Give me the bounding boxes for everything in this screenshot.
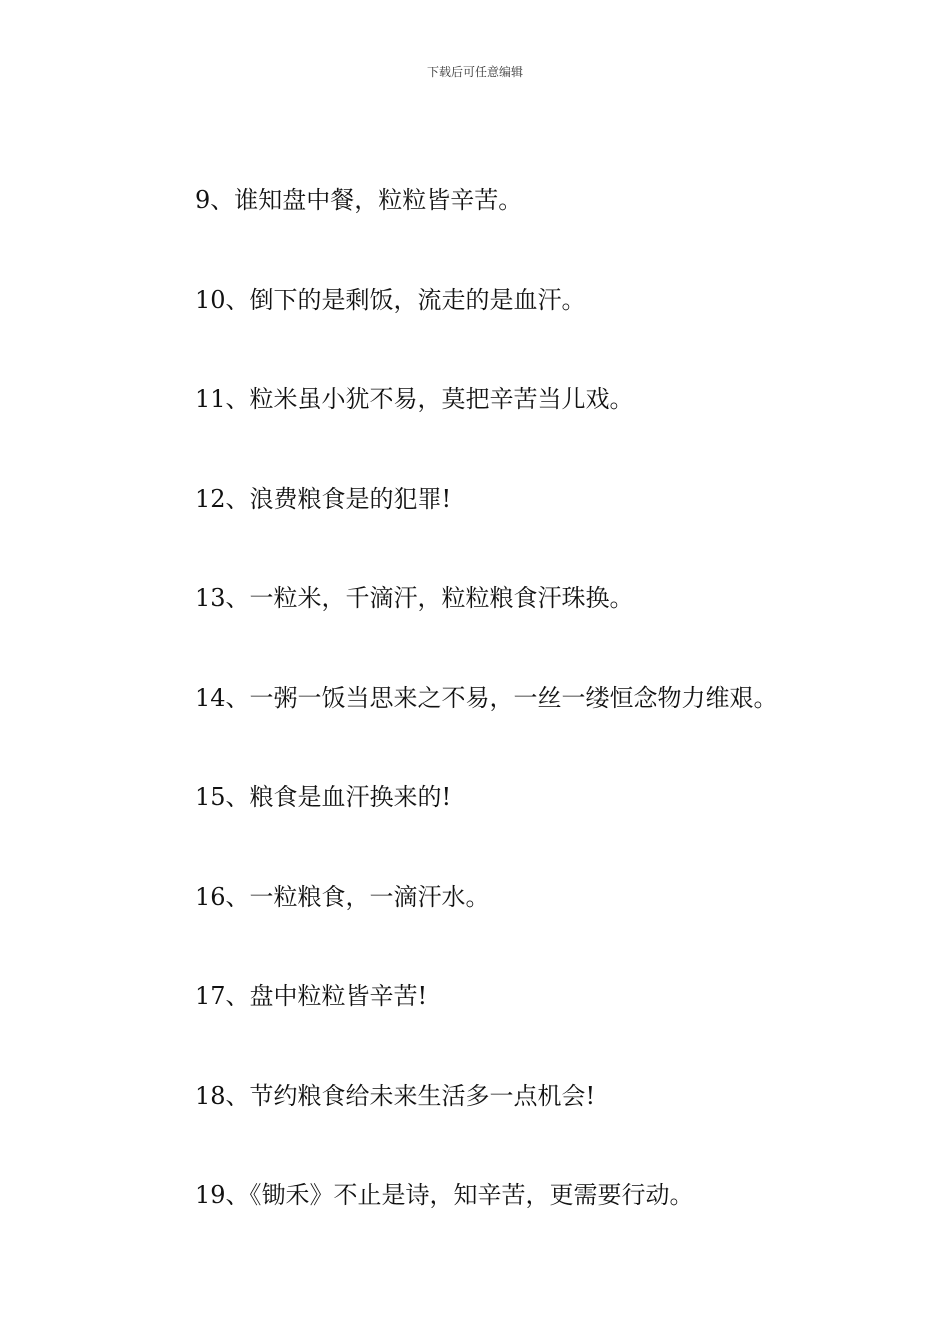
list-item: 19、《锄禾》不止是诗，知辛苦，更需要行动。 xyxy=(195,1181,694,1209)
slogan-list xyxy=(195,180,915,1275)
list-item: 9、谁知盘中餐，粒粒皆辛苦。 xyxy=(195,186,523,214)
page-header-note: 下载后可任意编辑 xyxy=(426,65,523,79)
list-item: 10、倒下的是剩饭，流走的是血汗。 xyxy=(195,285,586,314)
list-item: 12、浪费粮食是的犯罪! xyxy=(195,484,452,513)
list-item: 15、粮食是血汗换来的! xyxy=(195,783,452,811)
list-item: 13、一粒米，千滴汗，粒粒粮食汗珠换。 xyxy=(195,584,634,612)
list-item: 18、节约粮食给未来生活多一点机会! xyxy=(195,1081,596,1110)
list-item: 16、一粒粮食，一滴汗水。 xyxy=(195,882,490,911)
list-item: 14、一粥一饭当思来之不易，一丝一缕恒念物力维艰。 xyxy=(195,683,778,712)
list-item: 17、盘中粒粒皆辛苦! xyxy=(195,982,428,1010)
list-item: 11、粒米虽小犹不易，莫把辛苦当儿戏。 xyxy=(195,385,634,413)
